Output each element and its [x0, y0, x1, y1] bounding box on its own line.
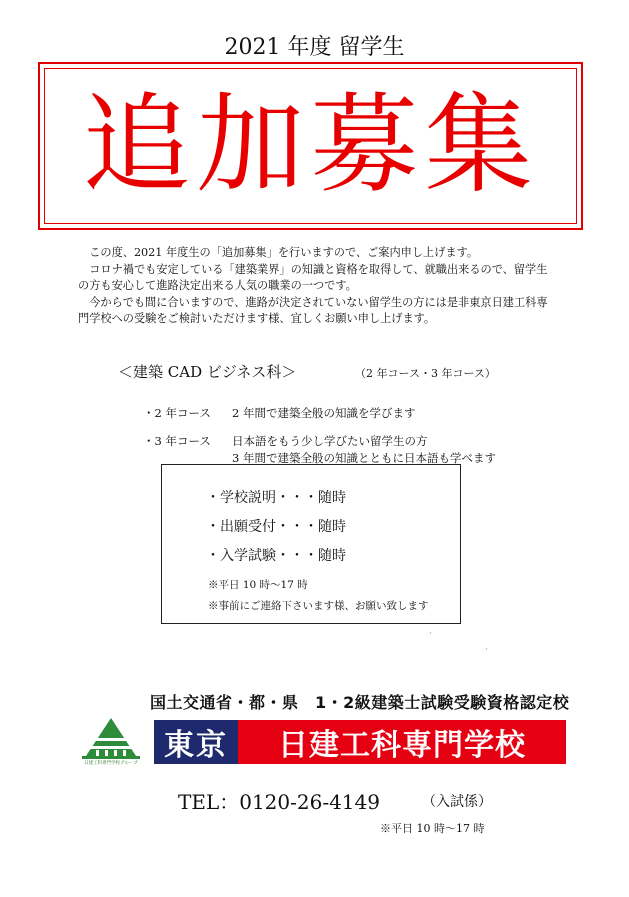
- info-school-briefing: ・学校説明・・・随時: [206, 490, 346, 506]
- stray-mark: ': [486, 648, 488, 655]
- three-year-course-desc-1: 日本語をもう少し学びたい留学生の方: [232, 434, 428, 448]
- intro-paragraph-3: 今からでも間に合いますので、進路が決定されていない留学生の方には是非東京日建工科専門学校への受験をご検討いただけます様、宜しくお願い申し上げます。: [78, 295, 548, 325]
- intro-paragraph-2: コロナ禍でも安定している「建築業界」の知識と資格を取得して、就職出来るので、留学生の方も安心して進路決定出来る人気の職業の一つです。: [78, 262, 548, 292]
- course-title: ＜建築 CAD ビジネス科＞: [118, 363, 297, 381]
- certification-text: 国土交通省・都・県 1・2級建築士試験受験資格認定校: [150, 693, 570, 712]
- course-subtitle: （2 年コース・3 年コース）: [355, 367, 496, 380]
- telephone-department: （入試係）: [422, 794, 492, 810]
- intro-text: [78, 245, 548, 328]
- three-year-course-label: ・3 年コース: [143, 434, 211, 448]
- school-name-tokyo: 東京: [154, 720, 238, 764]
- school-name-main: 日建工科専門学校: [238, 720, 566, 764]
- page-title: 2021 年度 留学生: [224, 35, 405, 60]
- logo-caption: 日建工科専門学校グループ: [84, 761, 138, 766]
- info-hours-note: ※平日 10 時～17 時: [208, 579, 308, 591]
- telephone-hours-note: ※平日 10 時～17 時: [380, 822, 485, 835]
- two-year-course-desc: 2 年間で建築全般の知識を学びます: [232, 406, 416, 420]
- telephone-number[interactable]: TEL：0120-26-4149: [178, 790, 380, 814]
- info-application: ・出願受付・・・随時: [206, 519, 346, 535]
- headline-banner-text: 追加募集: [82, 83, 539, 208]
- three-year-course-desc-2: 3 年間で建築全般の知識とともに日本語も学べます: [232, 451, 496, 465]
- stray-mark: ': [430, 632, 432, 639]
- two-year-course-label: ・2 年コース: [143, 406, 211, 420]
- intro-paragraph-1: この度、2021 年度生の「追加募集」を行いますので、ご案内申し上げます。: [89, 246, 479, 259]
- info-contact-note: ※事前にご連絡下さいます様、お願い致します: [208, 600, 429, 612]
- info-entrance-exam: ・入学試験・・・随時: [206, 548, 346, 564]
